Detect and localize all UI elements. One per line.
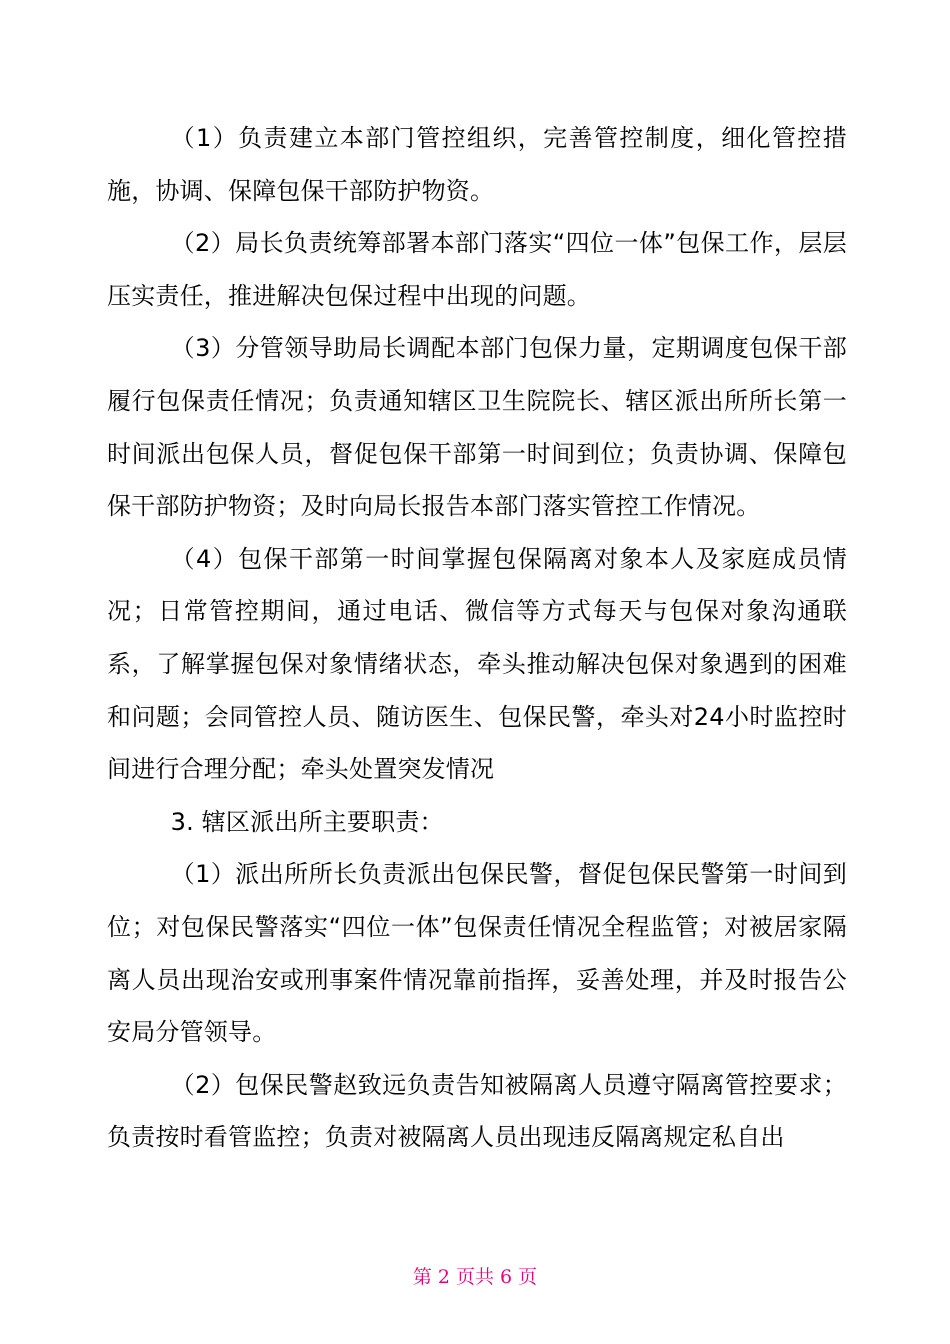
paragraph-duty-3: （3）分管领导助局长调配本部门包保力量，定期调度包保干部履行包保责任情况；负责通知辖区卫生院院长、辖区派出所所长第一时间派出包保人员，督促包保干部第一时间到位；负责协调、保障包保干部防护物资；及时向局长报告本部门落实管控工作情况。: [107, 334, 847, 521]
page-number-footer: 第 2 页共 6 页: [412, 1266, 538, 1288]
section-heading-police-station: 3. 辖区派出所主要职责：: [170, 807, 444, 836]
paragraph-police-duty-2: （2）包保民警赵致远负责告知被隔离人员遵守隔离管控要求；负责按时看管监控；负责对被隔离人员出现违反隔离规定私自出: [107, 1070, 847, 1152]
paragraph-duty-4: （4）包保干部第一时间掌握包保隔离对象本人及家庭成员情况；日常管控期间，通过电话、微信等方式每天与包保对象沟通联系，了解掌握包保对象情绪状态，牵头推动解决包保对象遇到的困难和问题；会同管控人员、随访医生、包保民警，牵头对24小时监控时间进行合理分配；牵头处置突发情况: [107, 544, 847, 784]
paragraph-police-duty-1: （1）派出所所长负责派出包保民警，督促包保民警第一时间到位；对包保民警落实“四位一体”包保责任情况全程监管；对被居家隔离人员出现治安或刑事案件情况靠前指挥，妥善处理，并及时报告公安局分管领导。: [107, 860, 847, 1047]
paragraph-duty-2: （2）局长负责统筹部署本部门落实“四位一体”包保工作，层层压实责任，推进解决包保过程中出现的问题。: [107, 229, 847, 310]
document-body: [107, 112, 847, 1164]
paragraph-duty-1: （1）负责建立本部门管控组织，完善管控制度，细化管控措施，协调、保障包保干部防护物资。: [107, 124, 847, 205]
